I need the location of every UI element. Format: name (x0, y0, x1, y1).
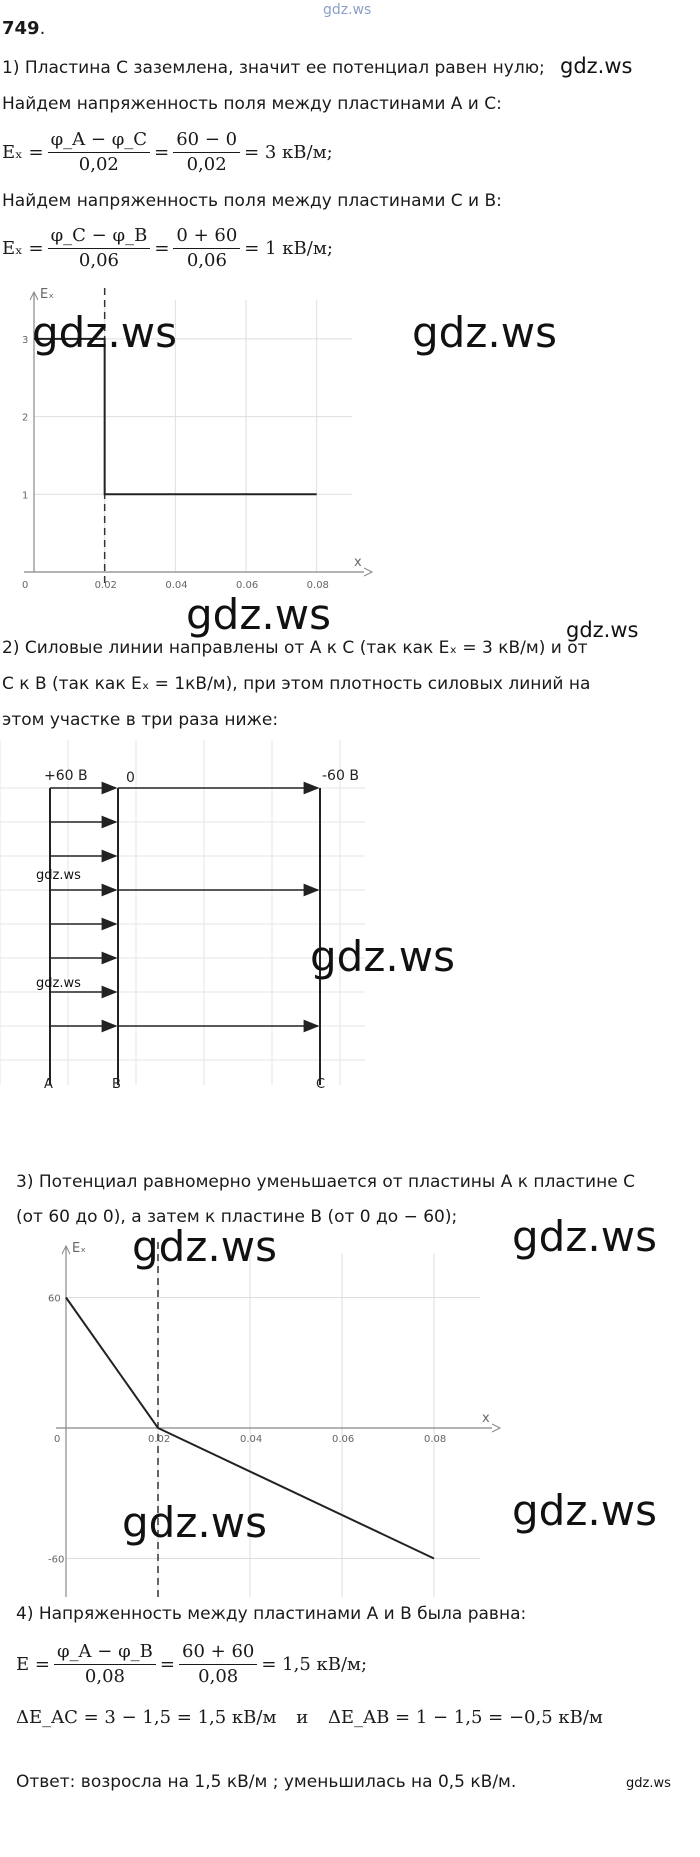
x-tick-label: 0.04 (240, 1434, 263, 1445)
graph1-watermark-right: gdz.ws (412, 308, 557, 357)
y-tick-label: 1 (22, 490, 29, 502)
y-tick-label: 60 (48, 1293, 61, 1305)
diagram-watermark-small2: gdz.ws (36, 976, 81, 991)
graph1-watermark-left: gdz.ws (32, 308, 177, 357)
step4-line1: 4) Напряженность между пластинами A и B была равна: (16, 1604, 527, 1624)
graph2-watermark-right-bottom: gdz.ws (512, 1486, 657, 1535)
y-tick-label: 2 (22, 412, 29, 424)
top-watermark: gdz.ws (323, 2, 372, 18)
x-tick-label: 0 (54, 1434, 61, 1445)
equation-ex-cb: Eₓ = $\frac{\varphi\_C - \varphi\_B}{0,06}$ = $\frac{0 + 60}{0,06}$ = 1 кВ/м; (2, 225, 333, 271)
delta-lines (16, 1707, 603, 1728)
step1-line2: Найдем напряженность поля между пластинами A и C: (2, 94, 502, 114)
step1-line1: 1) Пластина C заземлена, значит ее потенциал равен нулю; (2, 58, 545, 78)
label-a: A (44, 1077, 53, 1092)
step1-line3: Найдем напряженность поля между пластинами C и B: (2, 191, 502, 211)
x-tick-label: 0.02 (148, 1434, 171, 1445)
step1-inline-watermark: gdz.ws (560, 54, 633, 78)
x-axis-arrow (492, 1424, 500, 1432)
delta-and: и (296, 1707, 309, 1728)
graph2-watermark-right: gdz.ws (512, 1212, 657, 1261)
diagram-watermark-big: gdz.ws (310, 932, 455, 981)
step2-line2: C к B (так как Eₓ = 1кВ/м), при этом плотность силовых линий на (2, 674, 591, 694)
x-tick-label: 0 (22, 580, 29, 591)
x-tick-label: 0.08 (306, 580, 329, 591)
y-tick-label: -60 (48, 1554, 65, 1566)
graph2-watermark-left: gdz.ws (132, 1222, 277, 1271)
equation-ex-ac: Eₓ = $\frac{\varphi\_A - \varphi\_C}{0,02}$ = $\frac{60 - 0}{0,02}$ = 3 кВ/м; (2, 129, 333, 175)
y-axis-label: Eₓ (40, 287, 54, 302)
x-tick-label: 0.04 (165, 580, 188, 591)
x-axis-label: x (482, 1411, 490, 1426)
x-tick-label: 0.02 (94, 580, 117, 591)
field-lines-diagram (0, 740, 400, 1110)
delta-eac: ΔE_AC = 3 − 1,5 = 1,5 кВ/м (16, 1707, 277, 1728)
x-tick-label: 0.06 (332, 1434, 355, 1445)
label-minus60: -60 В (322, 768, 359, 784)
x-axis-arrow (364, 568, 372, 576)
x-tick-label: 0.06 (236, 580, 259, 591)
step3-line1: 3) Потенциал равномерно уменьшается от пластины A к пластине C (16, 1172, 635, 1192)
label-plus60: +60 В (44, 768, 88, 784)
label-b: B (112, 1077, 121, 1092)
delta-eab: ΔE_AB = 1 − 1,5 = −0,5 кВ/м (327, 1707, 603, 1728)
x-tick-label: 0.08 (424, 1434, 447, 1445)
step2-line3: этом участке в три раза ниже: (2, 710, 279, 730)
step2-line1: 2) Силовые линии направлены от A к C (так как Eₓ = 3 кВ/м) и от (2, 638, 588, 658)
y-axis-label: Eₓ (72, 1241, 86, 1256)
step3-line2: (от 60 до 0), а затем к пластине B (от 0 до − 60); (16, 1207, 458, 1227)
y-tick-label: 3 (22, 334, 29, 346)
equation-e-total: E = $\frac{\varphi\_A - \varphi\_B}{0,08}$ = $\frac{60 + 60}{0,08}$ = 1,5 кВ/м; (16, 1641, 368, 1687)
graph2-watermark-left-bottom: gdz.ws (122, 1498, 267, 1547)
footer-watermark: gdz.ws (626, 1776, 671, 1791)
label-c: C (316, 1077, 326, 1092)
graph1-watermark-bottom: gdz.ws (186, 590, 331, 639)
step2-watermark: gdz.ws (566, 618, 639, 642)
problem-number: 749. (2, 18, 46, 39)
x-axis-label: x (354, 555, 362, 570)
answer: Ответ: возросла на 1,5 кВ/м ; уменьшилась на 0,5 кВ/м. (16, 1772, 517, 1792)
label-zero: 0 (126, 770, 135, 786)
diagram-watermark-small1: gdz.ws (36, 868, 81, 883)
